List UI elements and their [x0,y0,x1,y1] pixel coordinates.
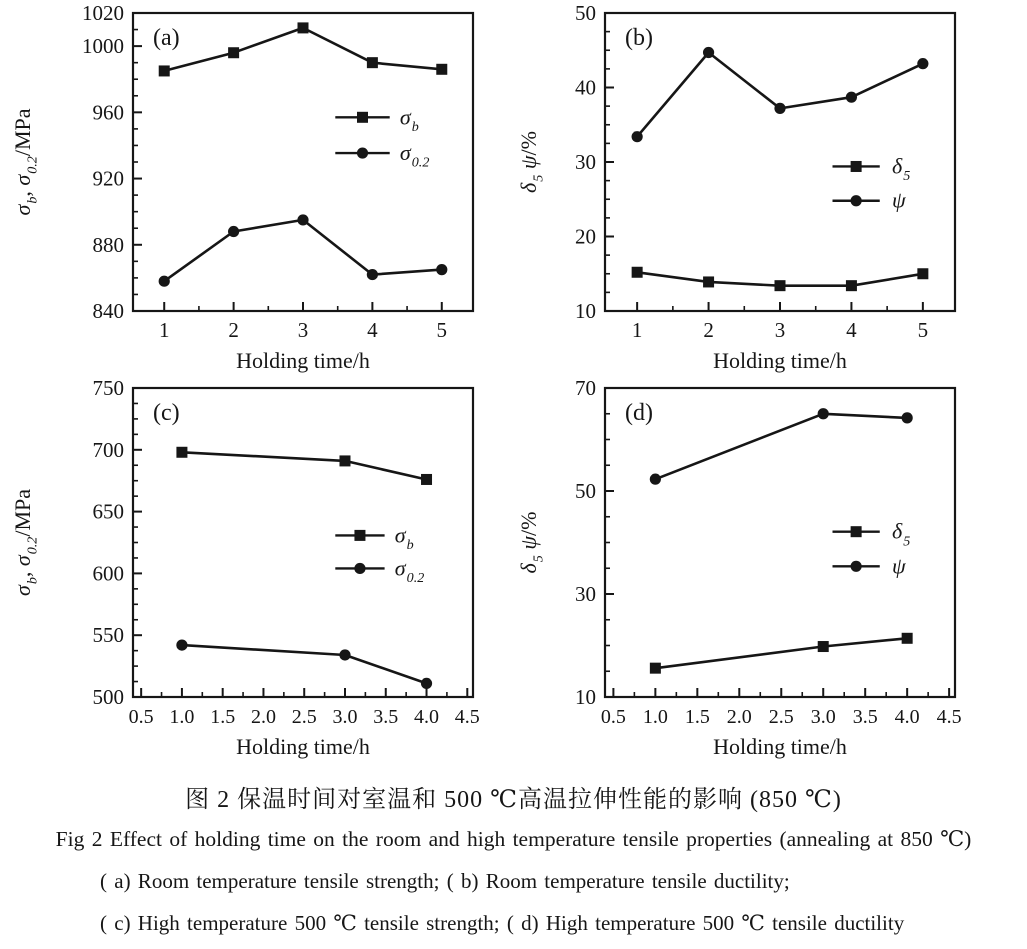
x-tick-label: 2.0 [726,706,752,728]
circle-marker [421,678,432,689]
x-tick-label: 2 [228,318,239,342]
square-marker [917,268,928,279]
chart-panel-c [0,377,512,760]
circle-marker [917,58,928,69]
y-tick-label: 70 [575,377,596,400]
plot-box [605,13,955,311]
panel-label: (c) [153,400,180,426]
square-marker [159,65,170,76]
y-tick-label: 40 [575,75,596,100]
square-marker [818,641,829,652]
circle-marker [176,639,187,650]
x-tick-label: 3 [297,318,309,342]
circle-marker [228,226,239,237]
legend-c [335,522,424,586]
series---b [176,447,432,485]
x-tick-label: 2 [703,318,714,342]
circle-marker [851,195,862,206]
x-tick-label: 2.0 [250,706,276,728]
legend-label: $\delta_5$ [892,518,911,550]
x-tick-label: 0.5 [128,706,154,728]
legend-label: ψ [892,553,906,579]
legend-label: $\sigma_b$ [399,104,419,135]
y-tick-label: 30 [575,582,596,606]
y-tick-label: 20 [575,224,596,249]
x-tick-label: 0.5 [600,706,626,728]
circle-marker [367,269,378,280]
panel-label: (a) [153,25,180,51]
circle-marker [703,47,714,58]
y-tick-label: 600 [92,561,124,586]
series-line [164,28,442,71]
y-tick-label: 550 [92,623,124,648]
series-line [164,220,442,281]
circle-marker [632,131,643,142]
x-axis-title: Holding time/h [713,348,847,373]
x-tick-label: 2.5 [768,706,794,728]
legend-label: $\delta_5$ [892,153,911,185]
y-tick-label: 50 [575,479,596,503]
square-marker [176,447,187,458]
circle-marker [159,276,170,287]
legend-label: ψ [892,187,906,213]
subplot-c-high-temp-strength [0,377,512,760]
figure-subcaption-c-d: ( c) High temperature 500 ℃ tensile strength; ( d) High temperature 500 ℃ tensile ductility [100,911,905,935]
y-tick-label: 1020 [82,1,124,25]
y-tick-label: 500 [92,685,124,709]
circle-marker [846,92,857,103]
x-tick-label: 4.0 [894,706,920,728]
y-tick-label: 920 [92,166,124,191]
circle-marker [650,474,661,485]
subplot-a-room-temp-strength [0,0,512,377]
x-tick-label: 3.0 [332,706,358,728]
circle-marker [297,214,308,225]
legend-d [833,519,911,579]
figure-subcaption-a-b: ( a) Room temperature tensile strength; ( b) Room temperature tensile ductility; [100,869,790,893]
square-marker [354,530,365,541]
x-tick-label: 1.5 [210,706,236,728]
circle-marker [339,649,350,660]
legend-a [335,104,429,170]
series-line [182,645,427,683]
square-marker [339,455,350,466]
square-marker [851,526,862,537]
y-axis-title: $\sigma_b$, $\sigma_{0.2}$/MPa [10,488,41,597]
y-axis-title: $\sigma_b$, $\sigma_{0.2}$/MPa [10,108,41,216]
square-marker [228,47,239,58]
series---5 [632,267,929,291]
x-tick-label: 3 [774,318,786,342]
x-axis-title: Holding time/h [236,734,370,759]
y-tick-label: 10 [575,685,596,709]
figure-caption-chinese: 图 2 保温时间对室温和 500 ℃高温拉伸性能的影响 (850 ℃) [185,787,842,813]
chart-panel-a [0,0,512,377]
circle-marker [818,408,829,419]
y-tick-label: 960 [92,100,124,125]
y-tick-label: 50 [575,1,596,25]
y-tick-label: 700 [92,437,124,462]
x-tick-label: 1 [158,318,170,342]
figure-caption-english: Fig 2 Effect of holding time on the room and high temperature tensile properties (annealing at 850 ℃) [55,827,972,851]
legend-label: $\sigma_{0.2}$ [399,140,430,171]
y-axis-title: $\delta_5$ ψ/% [516,131,547,193]
x-axis-title: Holding time/h [236,348,370,373]
circle-marker [354,563,365,574]
plot-box [133,388,473,697]
x-tick-label: 1.5 [684,706,710,728]
chart-panel-b [512,0,1027,377]
square-marker [851,161,862,172]
square-marker [436,64,447,75]
subplot-d-high-temp-ductility [512,377,1027,760]
series-- [650,408,913,485]
x-tick-label: 4 [367,318,378,342]
series-line [637,53,923,137]
panel-label: (b) [625,25,653,51]
series---5 [650,633,913,674]
chart-panel-d [512,377,1027,760]
series-line [655,638,907,668]
square-marker [367,57,378,68]
y-tick-label: 750 [92,377,124,400]
square-marker [421,474,432,485]
x-tick-label: 3.0 [810,706,836,728]
y-tick-label: 840 [92,299,124,323]
series---0-2 [176,639,432,689]
x-tick-label: 2.5 [291,706,317,728]
x-tick-label: 3.5 [373,706,399,728]
square-marker [902,633,913,644]
y-tick-label: 10 [575,299,596,323]
square-marker [846,280,857,291]
x-tick-label: 5 [917,318,929,342]
series-line [655,414,907,479]
y-axis-title: $\delta_5$ ψ/% [516,511,547,574]
x-tick-label: 4.5 [454,706,480,728]
square-marker [357,112,368,123]
axes-b [575,1,928,342]
series-line [182,452,427,479]
x-tick-label: 5 [436,318,448,342]
series---0-2 [159,214,448,286]
x-tick-label: 4.5 [936,706,962,728]
square-marker [703,276,714,287]
x-tick-label: 1.0 [169,706,195,728]
circle-marker [357,147,368,158]
series---b [159,22,448,76]
y-tick-label: 1000 [82,34,124,59]
circle-marker [436,264,447,275]
circle-marker [774,103,785,114]
axes-c [93,377,480,728]
square-marker [298,22,309,33]
series-- [632,47,929,142]
square-marker [650,663,661,674]
x-tick-label: 1.0 [642,706,668,728]
y-tick-label: 880 [92,232,124,257]
x-axis-title: Holding time/h [713,734,847,759]
x-tick-label: 4.0 [414,706,440,728]
legend-b [833,153,911,212]
panel-label: (d) [625,400,653,426]
x-tick-label: 4 [846,318,857,342]
y-tick-label: 650 [92,499,124,524]
y-tick-label: 30 [575,150,596,174]
x-tick-label: 1 [631,318,643,342]
circle-marker [902,412,913,423]
circle-marker [851,561,862,572]
x-tick-label: 3.5 [852,706,878,728]
square-marker [632,267,643,278]
axes-a [82,1,447,342]
legend-label: $\sigma_{0.2}$ [394,555,425,587]
square-marker [775,280,786,291]
subplot-b-room-temp-ductility [512,0,1027,377]
legend-label: $\sigma_b$ [394,522,414,553]
